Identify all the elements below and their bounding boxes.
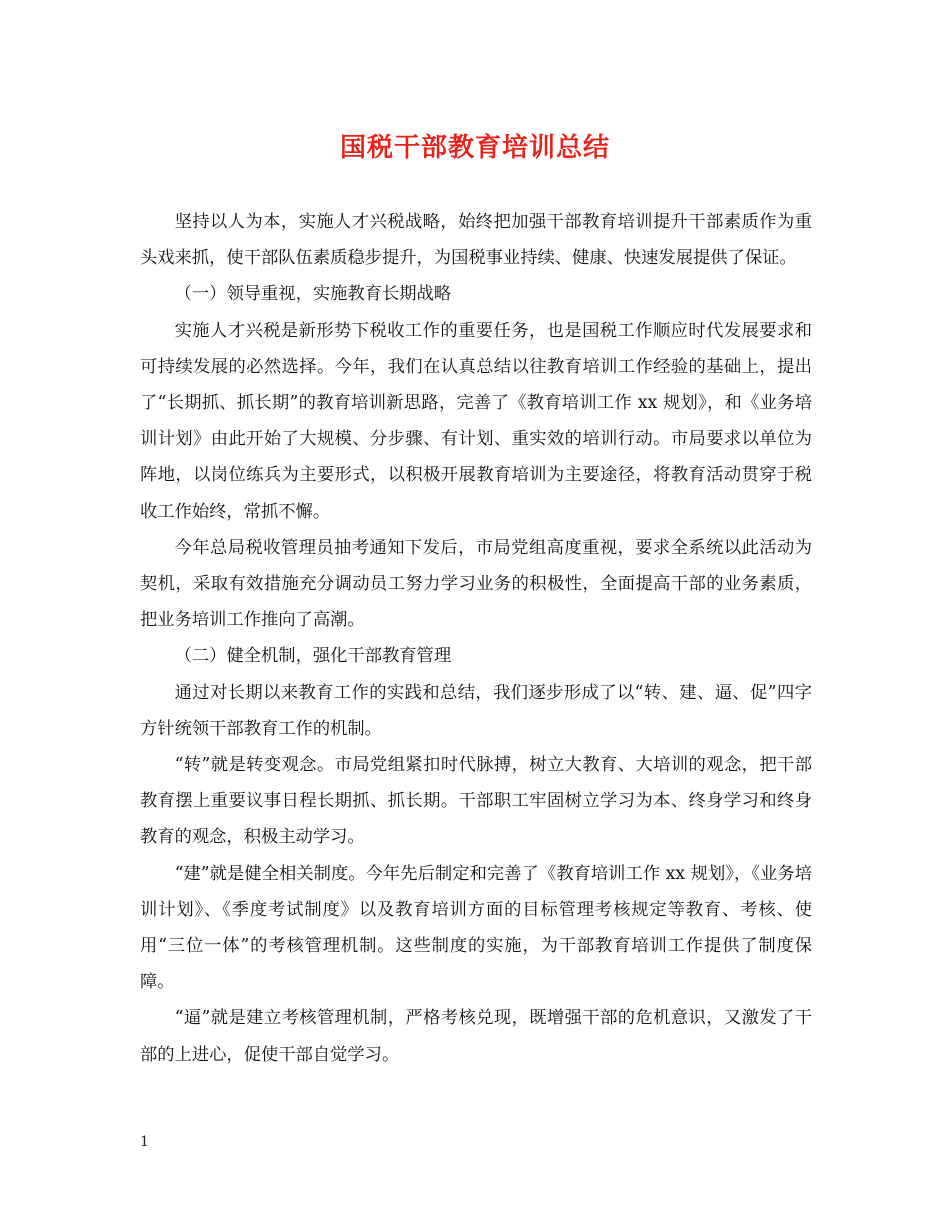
paragraph: “建”就是健全相关制度。今年先后制定和完善了《教育培训工作 xx 规划》，《业务培训计划》、《季度考试制度》以及教育培训方面的目标管理考核规定等教育、考核、使用“三位一体”的考核管理机制。这些制度的实施，为干部教育培训工作提供了制度保障。	[140, 863, 812, 993]
section-heading-2: （二）健全机制，强化干部教育管理	[174, 646, 452, 667]
paragraph: “逼”就是建立考核管理机制，严格考核兑现，既增强干部的危机意识，又激发了干部的上进心，促使干部自觉学习。	[140, 1008, 812, 1065]
paragraph: 通过对长期以来教育工作的实践和总结，我们逐步形成了以“转、建、逼、促”四字方针统领干部教育工作的机制。	[140, 682, 812, 739]
paragraph-intro: 坚持以人为本，实施人才兴税战略，始终把加强干部教育培训提升干部素质作为重头戏来抓，使干部队伍素质稳步提升，为国税事业持续、健康、快速发展提供了保证。	[140, 212, 812, 269]
paragraph: “转”就是转变观念。市局党组紧扣时代脉搏，树立大教育、大培训的观念，把干部教育摆上重要议事日程长期抓、抓长期。干部职工牢固树立学习为本、终身学习和终身教育的观念，积极主动学习。	[140, 755, 812, 848]
document-body	[140, 204, 812, 1073]
document-title: 国税干部教育培训总结	[339, 133, 610, 163]
section-heading-1: （一）领导重视，实施教育长期战略	[174, 284, 452, 305]
paragraph: 今年总局税收管理员抽考通知下发后，市局党组高度重视，要求全系统以此活动为契机，采取有效措施充分调动员工努力学习业务的积极性，全面提高干部的业务素质，把业务培训工作推向了高潮。	[140, 537, 812, 631]
paragraph: 实施人才兴税是新形势下税收工作的重要任务，也是国税工作顺应时代发展要求和可持续发展的必然选择。今年，我们在认真总结以往教育培训工作经验的基础上，提出了“长期抓、抓长期”的教育培训新思路，完善了《教育培训工作 xx 规划》，和《业务培训计划》由此开始了大规模、分步骤、有计划、重实效的培训行动。市局要求以单位为阵地，以岗位练兵为主要形式，以积极开展教育培训为主要途径，将教育活动贯穿于税收工作始终，常抓不懈。	[140, 320, 812, 522]
page-number: 1	[140, 1134, 149, 1150]
